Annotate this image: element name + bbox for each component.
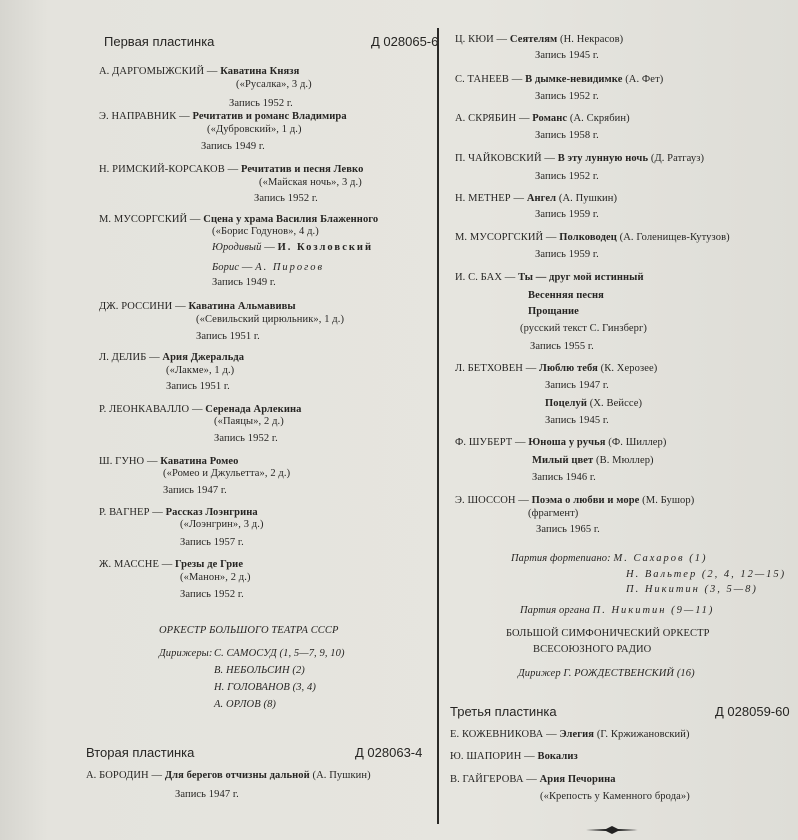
piano-credit xyxy=(511,553,707,565)
singer: И. Козловский xyxy=(277,242,374,253)
track-entry: Н. РИМСКИЙ-КОРСАКОВ — Речитатив и песня Левко xyxy=(99,164,364,175)
orchestra-name: БОЛЬШОЙ СИМФОНИЧЕСКИЙ ОРКЕСТР xyxy=(506,628,710,639)
composer: Э. НАПРАВНИК xyxy=(99,111,177,122)
track-entry: А. СКРЯБИН — Романс (А. Скрябин) xyxy=(455,113,630,124)
work-source: («Борис Годунов», 4 д.) xyxy=(212,226,319,237)
work-title: Весенняя песня xyxy=(528,290,604,301)
work-title: В дымке-невидимке xyxy=(525,74,623,85)
work-title: Люблю тебя xyxy=(539,363,598,374)
work-title: Сеятелям xyxy=(509,34,558,45)
composer: А. ДАРГОМЫЖСКИЙ xyxy=(99,66,205,77)
composer: А. СКРЯБИН xyxy=(455,113,517,124)
recording-year: Запись 1949 г. xyxy=(212,277,276,288)
track-entry xyxy=(545,398,642,410)
recording-year: Запись 1958 г. xyxy=(535,130,599,141)
composer: И. С. БАХ xyxy=(455,272,503,283)
work-title: Речитатив и песня Левко xyxy=(240,164,364,175)
composer: Ф. ШУБЕРТ xyxy=(455,437,513,448)
recording-year: Запись 1945 г. xyxy=(535,50,599,61)
column-divider xyxy=(437,28,439,824)
fragment-note: (фрагмент) xyxy=(528,508,579,519)
poet: (А. Фет) xyxy=(625,74,664,85)
work-title: Милый цвет xyxy=(532,455,594,466)
recording-year: Запись 1946 г. xyxy=(532,472,596,483)
conductor-label: Дирижер xyxy=(518,668,561,679)
ornament-icon xyxy=(586,826,638,834)
disc2-catalog-number: Д 028063-4 xyxy=(355,745,423,760)
poet: (В. Мюллер) xyxy=(596,455,654,466)
work-title: Ты — друг мой истинный xyxy=(518,272,644,283)
poet: (А. Скрябин) xyxy=(569,113,630,124)
composer: Н. МЕТНЕР xyxy=(455,193,511,204)
conductor-name: Г. РОЖДЕСТВЕНСКИЙ (16) xyxy=(563,668,695,679)
track-entry: Е. КОЖЕВНИКОВА — Элегия (Г. Кржижановский) xyxy=(450,729,690,740)
track-entry xyxy=(532,455,654,467)
composer: Ш. ГУНО xyxy=(99,456,145,467)
recording-year: Запись 1955 г. xyxy=(530,341,594,352)
cast-line: Борис — А. Пирогов xyxy=(212,262,325,273)
conductor-name: Н. ГОЛОВАНОВ (3, 4) xyxy=(214,682,316,693)
composer: Ц. КЮИ xyxy=(455,34,494,45)
track-entry: Н. МЕТНЕР — Ангел (А. Пушкин) xyxy=(455,193,618,204)
composer: Р. ВАГНЕР xyxy=(99,507,150,518)
work-title: Грезы де Грие xyxy=(175,559,244,570)
recording-year: Запись 1952 г. xyxy=(254,193,318,204)
track-entry: И. С. БАХ — Ты — друг мой истинный xyxy=(455,272,644,283)
conductors-label: Дирижеры: xyxy=(159,648,213,659)
poet: (Г. Кржижановский) xyxy=(596,729,690,740)
role: Борис xyxy=(212,262,240,273)
work-source: («Лоэнгрин», 3 д.) xyxy=(180,519,264,530)
work-title: Ангел xyxy=(526,193,557,204)
work-source: («Лакме», 1 д.) xyxy=(166,365,235,376)
singer: А. Пирогов xyxy=(255,262,325,273)
composer: П. ЧАЙКОВСКИЙ xyxy=(455,153,542,164)
track-entry: Л. БЕТХОВЕН — Люблю тебя (К. Херозее) xyxy=(455,363,658,374)
composer: М. МУСОРГСКИЙ xyxy=(99,214,188,225)
poet: (Ф. Шиллер) xyxy=(608,437,667,448)
track-entry: ДЖ. РОССИНИ — Каватина Альмавивы xyxy=(99,301,296,312)
composer: С. ТАНЕЕВ xyxy=(455,74,510,85)
track-entry: С. ТАНЕЕВ — В дымке-невидимке (А. Фет) xyxy=(455,74,664,85)
work-title: Ария Печорина xyxy=(539,774,616,785)
recording-year: Запись 1949 г. xyxy=(201,141,265,152)
track-entry: П. ЧАЙКОВСКИЙ — В эту лунную ночь (Д. Ратгауз) xyxy=(455,153,705,164)
recording-year: Запись 1952 г. xyxy=(180,589,244,600)
composer: М. МУСОРГСКИЙ xyxy=(455,232,544,243)
composer: Л. БЕТХОВЕН xyxy=(455,363,523,374)
work-title: Каватина Альмавивы xyxy=(188,301,296,312)
disc2-title: Вторая пластинка xyxy=(86,745,195,760)
work-title: Романс xyxy=(532,113,568,124)
work-title: Сцена у храма Василия Блаженного xyxy=(203,214,379,225)
orchestra-name: ВСЕСОЮЗНОГО РАДИО xyxy=(533,644,652,655)
composer: Э. ШОССОН xyxy=(455,495,516,506)
work-source: («Майская ночь», 3 д.) xyxy=(259,177,362,188)
disc3-title: Третья пластинка xyxy=(450,704,557,719)
recording-year: Запись 1947 г. xyxy=(163,485,227,496)
track-entry: М. МУСОРГСКИЙ — Полководец (А. Голенищев-Кутузов) xyxy=(455,232,730,243)
track-entry: Р. ЛЕОНКАВАЛЛО — Серенада Арлекина xyxy=(99,404,302,415)
work-title: Каватина Ромео xyxy=(160,456,239,467)
poet: (Д. Ратгауз) xyxy=(650,153,705,164)
work-title: Ария Джеральда xyxy=(162,352,245,363)
work-source: («Дубровский», 1 д.) xyxy=(207,124,302,135)
composer: В. ГАЙГЕРОВА xyxy=(450,774,524,785)
work-source: («Севильский цирюльник», 1 д.) xyxy=(196,314,345,325)
work-title: Речитатив и романс Владимира xyxy=(192,111,347,122)
track-entry: А. ДАРГОМЫЖСКИЙ — Каватина Князя xyxy=(99,66,300,77)
recording-year: Запись 1947 г. xyxy=(545,380,609,391)
work-source: («Русалка», 3 д.) xyxy=(236,79,312,90)
recording-year: Запись 1952 г. xyxy=(535,171,599,182)
track-entry: Ю. ШАПОРИН — Вокализ xyxy=(450,751,578,762)
recording-year: Запись 1945 г. xyxy=(545,415,609,426)
recording-year: Запись 1952 г. xyxy=(214,433,278,444)
work-source: («Ромео и Джульетта», 2 д.) xyxy=(163,468,291,479)
track-entry: Ц. КЮИ — Сеятелям (Н. Некрасов) xyxy=(455,34,624,45)
cast-line: Юродивый — И. Козловский xyxy=(212,242,374,253)
recording-year: Запись 1959 г. xyxy=(535,249,599,260)
conductor-name: С. САМОСУД (1, 5—7, 9, 10) xyxy=(214,648,345,659)
poet: (К. Херозее) xyxy=(600,363,658,374)
role: Юродивый xyxy=(212,242,262,253)
recording-year: Запись 1965 г. xyxy=(536,524,600,535)
track-entry: Р. ВАГНЕР — Рассказ Лоэнгрина xyxy=(99,507,258,518)
recording-year: Запись 1951 г. xyxy=(196,331,260,342)
pianist: М. Сахаров (1) xyxy=(613,553,708,564)
recording-year: Запись 1952 г. xyxy=(535,91,599,102)
track-entry: Л. ДЕЛИБ — Ария Джеральда xyxy=(99,352,245,363)
work-title: Серенада Арлекина xyxy=(205,404,302,415)
work-title: Прощание xyxy=(528,306,579,317)
work-title: Элегия xyxy=(559,729,595,740)
recording-year: Запись 1952 г. xyxy=(229,98,293,109)
poet: (М. Бушор) xyxy=(642,495,695,506)
organist: П. Никитин (9—11) xyxy=(592,605,715,616)
piano-label: Партия фортепиано: xyxy=(511,553,611,564)
work-source: («Паяцы», 2 д.) xyxy=(214,416,284,427)
composer: Ю. ШАПОРИН xyxy=(450,751,522,762)
track-entry: А. БОРОДИН — Для берегов отчизны дальной (А. Пушкин) xyxy=(86,770,371,781)
pianist: Н. Вальтер (2, 4, 12—15) xyxy=(626,569,787,580)
poet: (Х. Вейссе) xyxy=(589,398,643,409)
organ-credit xyxy=(520,605,714,617)
recording-year: Запись 1957 г. xyxy=(180,537,244,548)
work-title: Вокализ xyxy=(537,751,578,762)
orchestra-name: ОРКЕСТР БОЛЬШОГО ТЕАТРА СССР xyxy=(159,625,339,636)
work-title: Полководец xyxy=(559,232,617,243)
recording-year: Запись 1947 г. xyxy=(175,789,239,800)
composer: Е. КОЖЕВНИКОВА xyxy=(450,729,544,740)
recording-year: Запись 1959 г. xyxy=(535,209,599,220)
work-title: Каватина Князя xyxy=(220,66,300,77)
work-title: Рассказ Лоэнгрина xyxy=(165,507,258,518)
pianist: П. Никитин (3, 5—8) xyxy=(626,584,758,595)
composer: А. БОРОДИН xyxy=(86,770,149,781)
conductor-credit xyxy=(518,668,695,680)
conductor-name: В. НЕБОЛЬСИН (2) xyxy=(214,665,305,676)
composer: Л. ДЕЛИБ xyxy=(99,352,147,363)
work-source: («Крепость у Каменного брода») xyxy=(540,791,690,802)
conductor-name: А. ОРЛОВ (8) xyxy=(214,699,277,710)
disc1-catalog-number: Д 028065-6 xyxy=(371,34,439,49)
track-entry: Э. ШОССОН — Поэма о любви и море (М. Бушор) xyxy=(455,495,695,506)
poet: (А. Голенищев-Кутузов) xyxy=(619,232,730,243)
track-entry: Ж. МАССНЕ — Грезы де Грие xyxy=(99,559,244,570)
work-source: («Манон», 2 д.) xyxy=(180,572,251,583)
work-title: В эту лунную ночь xyxy=(557,153,649,164)
work-title: Для берегов отчизны дальной xyxy=(164,770,310,781)
composer: Р. ЛЕОНКАВАЛЛО xyxy=(99,404,190,415)
composer: Н. РИМСКИЙ-КОРСАКОВ xyxy=(99,164,225,175)
translation-note: (русский текст С. Гинзберг) xyxy=(520,323,648,334)
track-entry: Ш. ГУНО — Каватина Ромео xyxy=(99,456,239,467)
work-title: Поцелуй xyxy=(545,398,588,409)
work-title: Юноша у ручья xyxy=(528,437,606,448)
organ-label: Партия органа xyxy=(520,605,590,616)
track-entry: М. МУСОРГСКИЙ — Сцена у храма Василия Блаженного xyxy=(99,214,379,225)
poet: (Н. Некрасов) xyxy=(560,34,624,45)
composer: Ж. МАССНЕ xyxy=(99,559,159,570)
recording-year: Запись 1951 г. xyxy=(166,381,230,392)
work-title: Поэма о любви и море xyxy=(531,495,640,506)
track-entry: Ф. ШУБЕРТ — Юноша у ручья (Ф. Шиллер) xyxy=(455,437,667,448)
composer: ДЖ. РОССИНИ xyxy=(99,301,173,312)
poet: (А. Пушкин) xyxy=(312,770,371,781)
disc1-title: Первая пластинка xyxy=(104,34,215,49)
track-entry: В. ГАЙГЕРОВА — Ария Печорина xyxy=(450,774,616,785)
disc3-catalog-number: Д 028059-60 xyxy=(715,704,790,719)
poet: (А. Пушкин) xyxy=(558,193,618,204)
track-entry: Э. НАПРАВНИК — Речитатив и романс Владимира xyxy=(99,111,347,122)
